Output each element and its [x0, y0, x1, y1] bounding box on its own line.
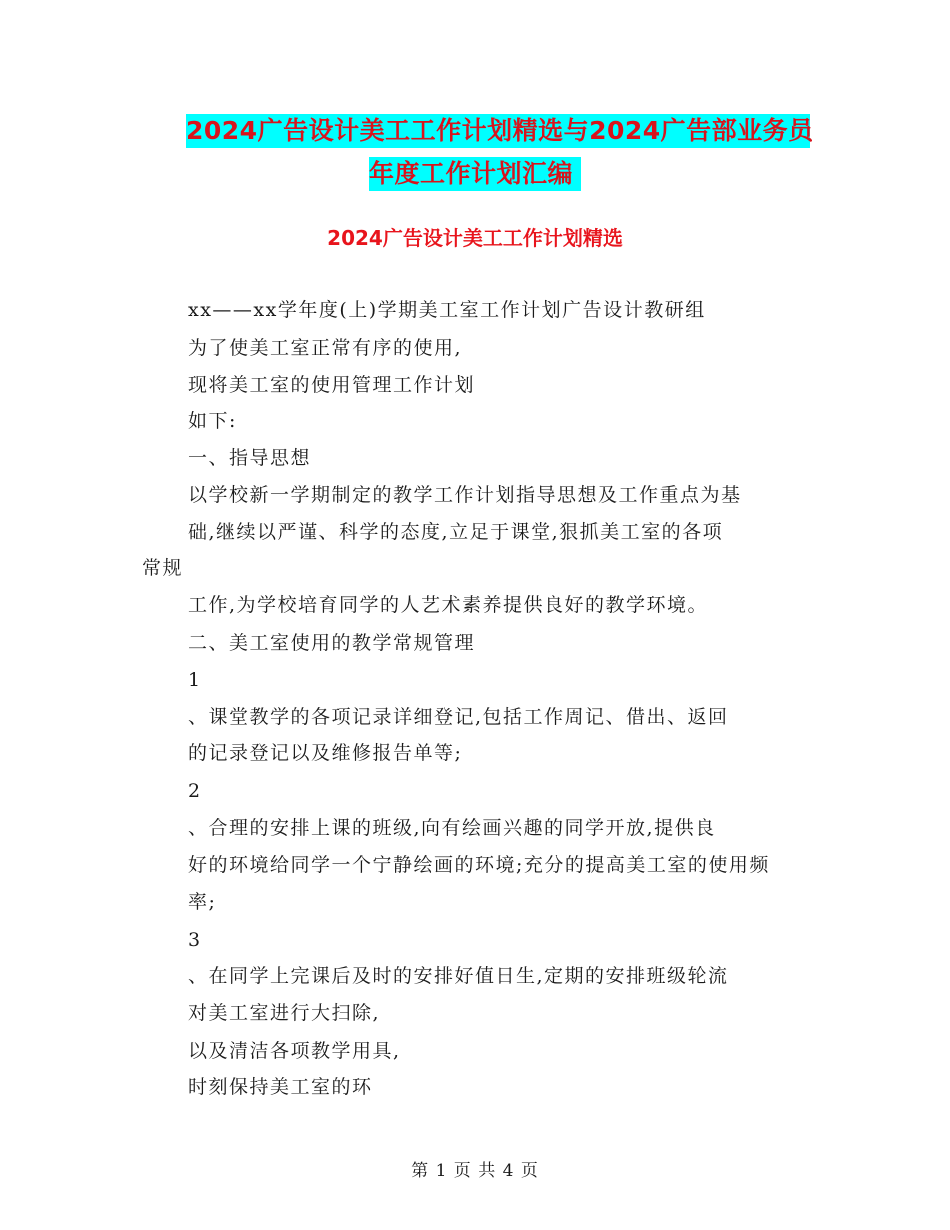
body-line: xx——xx学年度(上)学期美工室工作计划广告设计教研组	[188, 299, 706, 321]
body-line: 率;	[188, 891, 217, 913]
body-line: 、课堂教学的各项记录详细登记,包括工作周记、借出、返回	[188, 706, 729, 728]
body-line: 、合理的安排上课的班级,向有绘画兴趣的同学开放,提供良	[188, 817, 716, 839]
body-line: 工作,为学校培育同学的人艺术素养提供良好的教学环境。	[188, 594, 709, 616]
body-line: 时刻保持美工室的环	[188, 1076, 373, 1098]
body-line: 的记录登记以及维修报告单等;	[188, 742, 463, 764]
body-line: 为了使美工室正常有序的使用,	[188, 337, 463, 359]
body-line: 3	[188, 929, 202, 951]
body-line: 以学校新一学期制定的教学工作计划指导思想及工作重点为基	[188, 484, 742, 506]
body-line: 础,继续以严谨、科学的态度,立足于课堂,狠抓美工室的各项	[188, 521, 724, 543]
page-footer: 第 1 页 共 4 页	[411, 1161, 539, 1181]
body-line: 对美工室进行大扫除,	[188, 1002, 381, 1024]
body-line: 常规	[142, 557, 184, 579]
body-line: 、在同学上完课后及时的安排好值日生,定期的安排班级轮流	[188, 965, 729, 987]
body-line: 好的环境给同学一个宁静绘画的环境;充分的提高美工室的使用频	[188, 854, 770, 876]
document-title-line-1: 2024广告设计美工工作计划精选与2024广告部业务员	[186, 114, 810, 148]
body-line: 现将美工室的使用管理工作计划	[188, 374, 476, 396]
body-line: 如下:	[188, 410, 237, 432]
body-line: 二、美工室使用的教学常规管理	[188, 632, 476, 654]
body-line: 2	[188, 780, 202, 802]
body-line: 一、指导思想	[188, 447, 312, 469]
body-line: 1	[188, 669, 202, 691]
section-heading: 2024广告设计美工工作计划精选	[327, 226, 623, 250]
body-line: 以及清洁各项教学用具,	[188, 1040, 401, 1062]
document-title-line-2: 年度工作计划汇编	[369, 157, 581, 191]
